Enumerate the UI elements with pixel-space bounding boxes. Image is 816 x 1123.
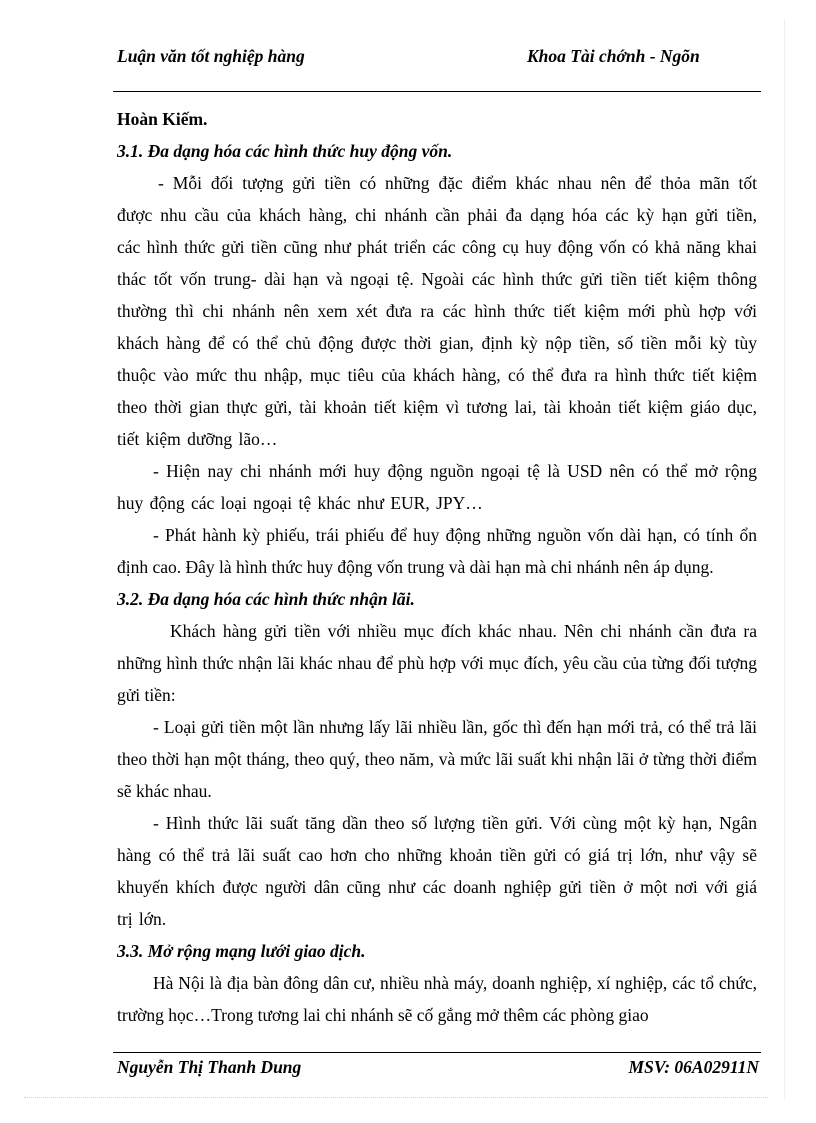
footer-author: Nguyễn Thị Thanh Dung — [117, 1057, 302, 1077]
page-boundary-dotted-vertical — [784, 20, 785, 1100]
paragraph: - Loại gửi tiền một lần nhưng lấy lãi nhiều lần, gốc thì đến hạn mới trả, có thể trả lãi theo thời hạn một tháng, theo quý, theo năm, và mức lãi suất khi nhận lãi ở từng thời điểm sẽ khác nhau. — [117, 717, 757, 801]
section-heading-3-1: 3.1. Đa dạng hóa các hình thức huy động vốn. — [117, 141, 453, 161]
section-heading-3-2: 3.2. Đa dạng hóa các hình thức nhận lãi. — [117, 589, 415, 609]
page-boundary-dotted — [24, 1097, 768, 1098]
footer-rule — [113, 1052, 761, 1053]
paragraph: - Phát hành kỳ phiếu, trái phiếu để huy động những nguồn vốn dài hạn, có tính ổn định cao. Đây là hình thức huy động vốn trung và dài hạn mà chi nhánh nên áp dụng. — [117, 525, 757, 577]
header-left-title: Luận văn tốt nghiệp hàng — [117, 46, 305, 66]
section-heading-3-3: 3.3. Mở rộng mạng lưới giao dịch. — [117, 941, 366, 961]
footer-student-id: MSV: 06A02911N — [628, 1057, 759, 1077]
header-rule — [113, 91, 761, 92]
paragraph: - Hình thức lãi suất tăng dần theo số lượng tiền gửi. Với cùng một kỳ hạn, Ngân hàng có thể trả lãi suất cao hơn cho những khoản tiền gửi có giá trị lớn, như vậy sẽ khuyến khích được người dân cũng như các doanh nghiệp gửi tiền ở một nơi với giá trị lớn. — [117, 813, 757, 929]
paragraph: - Mỗi đối tượng gửi tiền có những đặc điểm khác nhau nên để thỏa mãn tốt được nhu cầu của khách hàng, chi nhánh cần phải đa dạng hóa các kỳ hạn gửi tiền, các hình thức gửi tiền cũng như phát triển các công cụ huy động vốn có khả năng khai thác tốt vốn trung- dài hạn và ngoại tệ. Ngoài các hình thức gửi tiền tiết kiệm thông thường thì chi nhánh nên xem xét đưa ra các hình thức tiết kiệm mới phù hợp với khách hàng để có thể chủ động được thời gian, định kỳ nộp tiền, số tiền mỗi kỳ tùy thuộc vào mức thu nhập, mục tiêu của khách hàng, có thể đưa ra hình thức tiết kiệm theo thời gian thực gửi, tài khoản tiết kiệm vì tương lai, tài khoản tiết kiệm giáo dục, tiết kiệm dưỡng lão… — [117, 173, 757, 449]
paragraph: - Hiện nay chi nhánh mới huy động nguồn ngoại tệ là USD nên có thể mở rộng huy động các loại ngoại tệ khác như EUR, JPY… — [117, 461, 757, 513]
continued-line: Hoàn Kiếm. — [117, 109, 208, 129]
paragraph: Khách hàng gửi tiền với nhiều mục đích khác nhau. Nên chi nhánh cần đưa ra những hình thức nhận lãi khác nhau để phù hợp với mục đích, yêu cầu của từng đối tượng gửi tiền: — [117, 621, 757, 705]
paragraph: Hà Nội là địa bàn đông dân cư, nhiều nhà máy, doanh nghiệp, xí nghiệp, các tổ chức, trường học…Trong tương lai chi nhánh sẽ cố gắng mở thêm các phòng giao — [117, 973, 757, 1025]
document-body — [117, 103, 757, 1031]
header-right-faculty: Khoa Tài chớnh - Ngõn — [527, 46, 700, 66]
